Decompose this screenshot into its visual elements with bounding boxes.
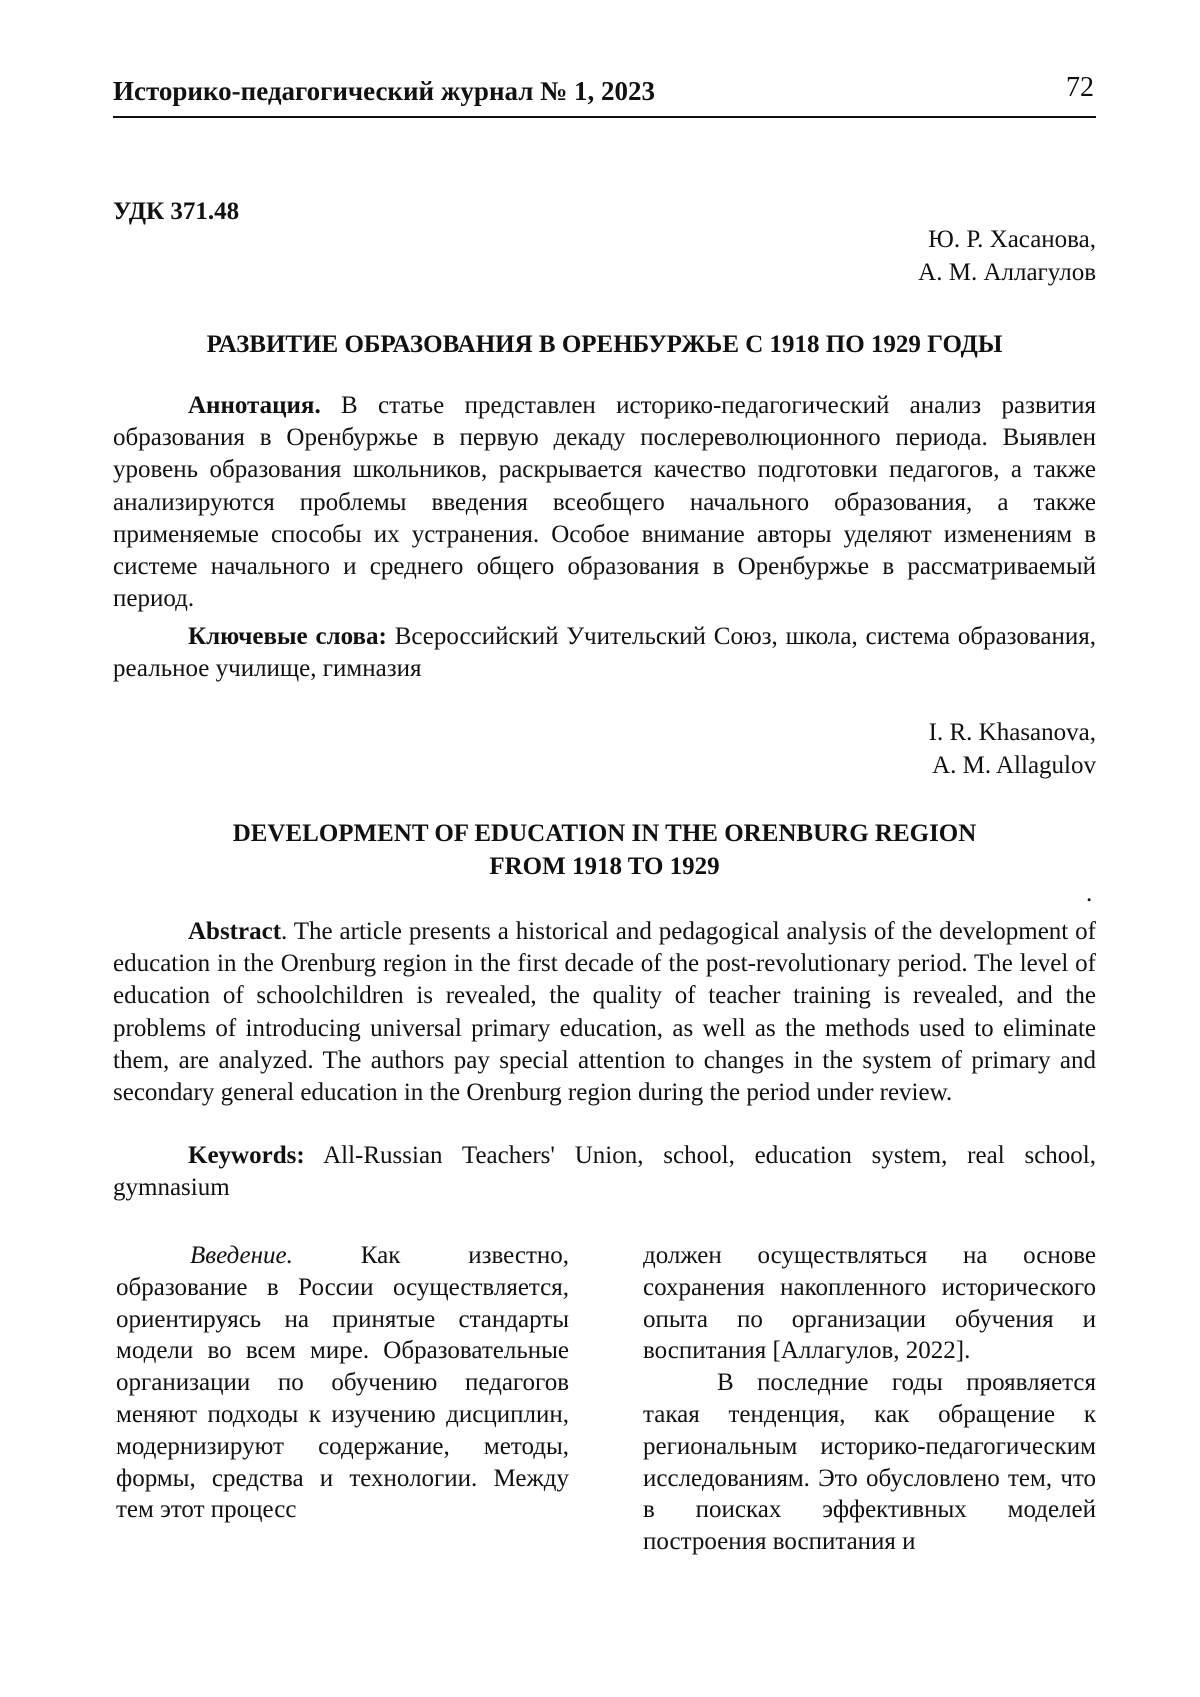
intro-label: Введение. (190, 1242, 293, 1269)
article-title-ru: РАЗВИТИЕ ОБРАЗОВАНИЯ В ОРЕНБУРЖЬЕ С 1918 ПО 1929 ГОДЫ (206, 331, 1003, 358)
keywords-en (113, 1140, 1096, 1204)
body-paragraph-trends: В последние годы проявляется такая тенденция, как обращение к региональным историко-педагогическим исследованиям. Это обусловлено тем, что в поисках эффективных моделей построения воспитания и (643, 1369, 1096, 1556)
authors-en (929, 716, 1096, 782)
keywords-en-text: All-Russian Teachers' Union, school, education system, real school, gymnasium (113, 1142, 1096, 1202)
author-ru-1: Ю. Р. Хасанова, (928, 226, 1096, 253)
keywords-ru-label: Ключевые слова: (188, 623, 387, 650)
author-ru-2: А. М. Аллагулов (918, 259, 1096, 286)
udk-code: УДК 371.48 (113, 198, 240, 225)
body-paragraph-continued: должен осуществляться на основе сохранения накопленного исторического опыта по организации обучения и воспитания [Аллагулов, 2022]. (643, 1242, 1096, 1365)
article-title-en (113, 817, 1096, 883)
keywords-en-label: Keywords: (188, 1142, 305, 1169)
abstract-label: Abstract (188, 918, 282, 945)
authors-ru (918, 223, 1096, 289)
abstract-en (113, 916, 1096, 1109)
annotation-label: Аннотация. (188, 392, 321, 419)
body-column-left (116, 1240, 569, 1526)
journal-title: Историко-педагогический журнал № 1, 2023 (113, 76, 656, 106)
abstract-text: . The article presents a historical and pedagogical analysis of the development of education in the Orenburg region in the first decade of the post-revolutionary period. The level of education of schoolchildren is revealed, the quality of teacher training is revealed, and the problems of introducing universal primary education, as well as the methods used to eliminate them, are analyzed. The authors pay special attention to changes in the system of primary and secondary general education in the Orenburg region during the period under review. (113, 918, 1096, 1107)
body-paragraph-intro (116, 1240, 569, 1526)
running-header (113, 72, 1096, 118)
intro-text: Как известно, образование в России осуществляется, ориентируясь на принятые стандарты модели во всем мире. Образовательные организации по обучению педагогов меняют подходы к изучению дисциплин, модернизируют содержание, методы, формы, средства и технологии. Между тем этот процесс (116, 1242, 569, 1524)
keywords-ru-text: Всероссийский Учительский Союз, школа, система образования, реальное училище, гимназия (113, 623, 1096, 683)
author-en-2: A. M. Allagulov (932, 752, 1096, 779)
article-title-en-line-1: DEVELOPMENT OF EDUCATION IN THE ORENBURG REGION (232, 820, 977, 847)
annotation-text: В статье представлен историко-педагогический анализ развития образования в Оренбуржье в первую декаду послереволюционного периода. Выявлен уровень образования школьников, раскрывается качество подготовки педагогов, а также анализируются проблемы введения всеобщего начального образования, а также применяемые способы их устранения. Особое внимание авторы уделяют изменениям в системе начального и среднего общего образования в Оренбуржье в рассматриваемый период. (113, 392, 1096, 613)
author-en-1: I. R. Khasanova, (928, 719, 1096, 746)
article-title-en-line-2: FROM 1918 TO 1929 (489, 853, 720, 880)
keywords-ru (113, 621, 1096, 685)
body-column-right (643, 1240, 1096, 1558)
stray-dot: . (1086, 880, 1093, 907)
annotation-ru (113, 390, 1096, 615)
page-number: 72 (1066, 72, 1094, 103)
